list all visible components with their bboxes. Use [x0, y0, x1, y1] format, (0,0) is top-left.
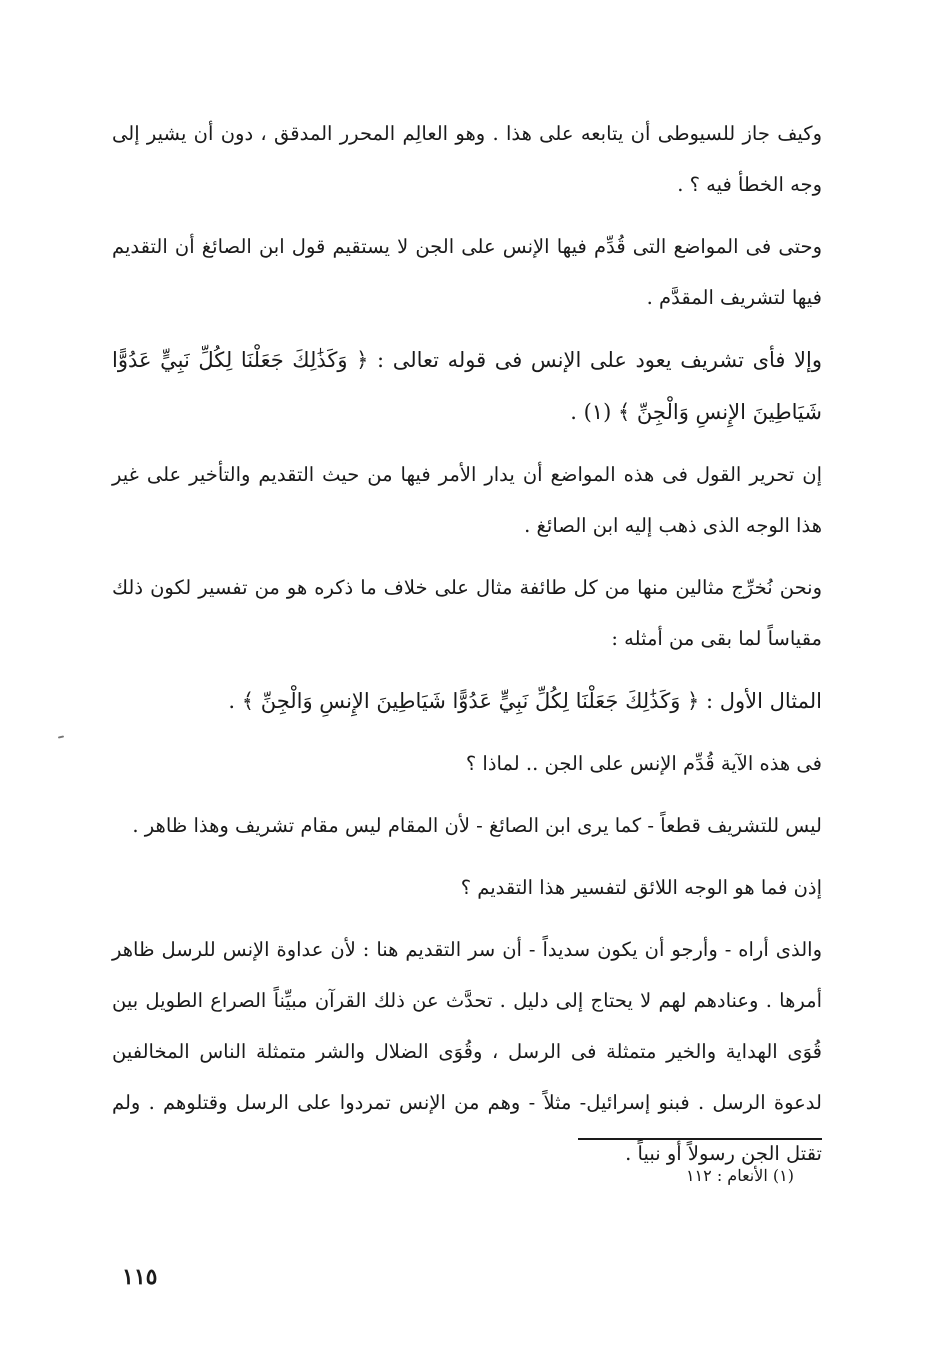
scan-mark — [58, 735, 64, 738]
footnote-divider — [578, 1138, 822, 1140]
paragraph-10: والذى أراه - وأرجو أن يكون سديداً - أن سر التقديم هنا : لأن عداوة الإنس للرسل ظاهر أمرها . وعنادهم لهم لا يحتاج إلى دليل . تحدَّث عن ذلك القرآن مبيِّناً الصراع الطويل بين قُوَى الهداية والخير متمثلة فى الرسل ، وقُوَى الضلال والشر متمثلة الناس المخالفين لدعوة الرسل . فبنو إسرائيل- مثلاً - وهم من الإنس تمردوا على الرسل وقتلوهم . ولم تقتل الجن رسولاً أو نبياً . — [112, 938, 822, 1165]
page-number: ١١٥ — [122, 1264, 158, 1290]
paragraph-3-verse: وإلا فأى تشريف يعود على الإنس فى قوله تعالى : ﴿ وَكَذَٰلِكَ جَعَلْنَا لِكُلِّ نَبِيٍّ عَدُوًّا شَيَاطِينَ الإِنسِ وَالْجِنِّ ﴾ (١) . — [112, 348, 822, 424]
paragraph-2: وحتى فى المواضع التى قُدِّم فيها الإنس على الجن لا يستقيم قول ابن الصائغ أن التقديم فيها لتشريف المقدَّم . — [112, 235, 822, 309]
paragraph-5: ونحن نُخرِّج مثالين منها من كل طائفة مثال على خلاف ما ذكره هو من تفسير لكون ذلك مقياساً لما بقى من أمثله : — [112, 576, 822, 650]
paragraph-9: إذن فما هو الوجه اللائق لتفسير هذا التقديم ؟ — [460, 876, 822, 899]
paragraph-7: فى هذه الآية قُدِّم الإنس على الجن .. لماذا ؟ — [465, 752, 822, 775]
paragraph-8: ليس للتشريف قطعاً - كما يرى ابن الصائغ - لأن المقام ليس مقام تشريف وهذا ظاهر . — [132, 814, 822, 837]
paragraph-6-example: المثال الأول : ﴿ وَكَذَٰلِكَ جَعَلْنَا لِكُلِّ نَبِيٍّ عَدُوًّا شَيَاطِينَ الإِنسِ وَالْجِنِّ ﴾ . — [228, 689, 822, 713]
body-text — [112, 108, 822, 1190]
paragraph-4: إن تحرير القول فى هذه المواضع أن يدار الأمر فيها من حيث التقديم والتأخير على غير هذا الوجه الذى ذهب إليه ابن الصائغ . — [112, 463, 822, 537]
paragraph-1: وكيف جاز للسيوطى أن يتابعه على هذا . وهو العالِم المحرر المدقق ، دون أن يشير إلى وجه الخطأ فيه ؟ . — [112, 122, 822, 196]
footnote: (١) الأنعام : ١١٢ — [685, 1166, 794, 1185]
